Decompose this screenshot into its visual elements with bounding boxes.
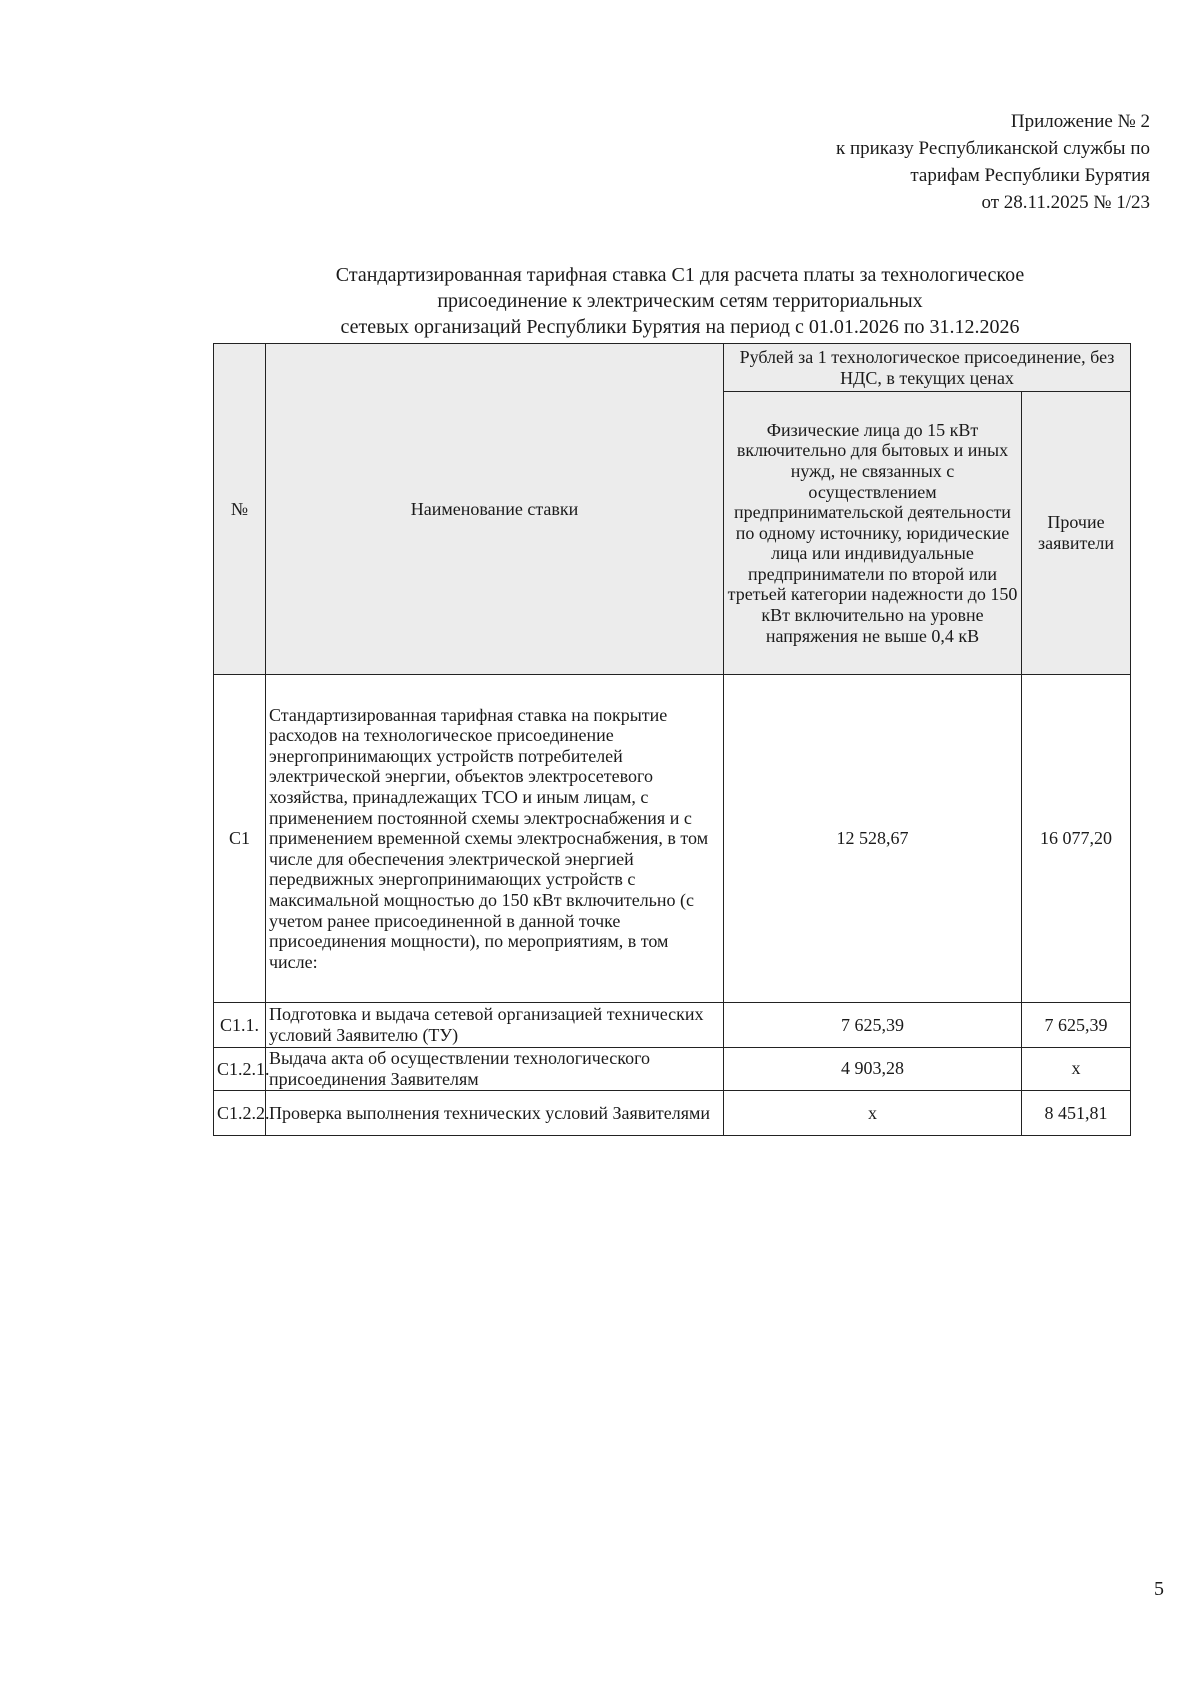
table-row: [214, 1003, 1131, 1048]
header-other-applicants: Прочие заявители: [1022, 392, 1131, 675]
table-row: [214, 1091, 1131, 1136]
row-number: С1.1.: [214, 1003, 266, 1048]
title-line: сетевых организаций Республики Бурятия на период с 01.01.2026 по 31.12.2026: [340, 316, 1020, 338]
row-value-individuals: х: [724, 1091, 1022, 1136]
row-number: С1.2.1.: [214, 1048, 266, 1091]
header-rate-name: Наименование ставки: [266, 344, 724, 675]
table-row: [214, 1048, 1131, 1091]
row-name: Выдача акта об осуществлении технологического присоединения Заявителям: [266, 1048, 724, 1091]
header-number: №: [214, 344, 266, 675]
row-value-others: 16 077,20: [1022, 675, 1131, 1003]
rates-table: [213, 343, 1131, 1136]
row-value-individuals: 4 903,28: [724, 1048, 1022, 1091]
row-name: Подготовка и выдача сетевой организацией технических условий Заявителю (ТУ): [266, 1003, 724, 1048]
row-value-others: х: [1022, 1048, 1131, 1091]
row-name: Стандартизированная тарифная ставка на покрытие расходов на технологическое присоединение энергопринимающих устройств потребителей электрической энергии, объектов электросетевого хозяйства, принадлежащих ТСО и иным лицам, с применением постоянной схемы электроснабжения и с применением временной схемы электроснабжения, в том числе для обеспечения электрической энергией передвижных энергопринимающих устройств с максимальной мощностью до 150 кВт включительно (с учетом ранее присоединенной в данной точке присоединения мощности), по мероприятиям, в том числе:: [266, 675, 724, 1003]
title-line: присоединение к электрическим сетям территориальных: [437, 290, 923, 312]
row-name: Проверка выполнения технических условий Заявителями: [266, 1091, 724, 1136]
header-row-top: [214, 344, 1131, 392]
header-individuals: Физические лица до 15 кВт включительно для бытовых и иных нужд, не связанных с осуществлением предпринимательской деятельности по одному источнику, юридические лица или индивидуальные предприниматели по второй или третьей категории надежности до 150 кВт включительно на уровне напряжения не выше 0,4 кВ: [724, 392, 1022, 675]
appendix-line: тарифам Республики Бурятия: [910, 165, 1150, 186]
row-number: С1.2.2.: [214, 1091, 266, 1136]
row-value-others: 8 451,81: [1022, 1091, 1131, 1136]
row-number: С1: [214, 675, 266, 1003]
appendix-line: Приложение № 2: [1010, 111, 1150, 132]
row-value-individuals: 7 625,39: [724, 1003, 1022, 1048]
row-value-individuals: 12 528,67: [724, 675, 1022, 1003]
page-number: 5: [1154, 1578, 1164, 1600]
appendix-line: от 28.11.2025 № 1/23: [981, 192, 1150, 213]
row-value-others: 7 625,39: [1022, 1003, 1131, 1048]
table-row: [214, 675, 1131, 1003]
header-price-group: Рублей за 1 технологическое присоединение, без НДС, в текущих ценах: [724, 344, 1131, 392]
document-title: [220, 262, 1140, 340]
appendix-line: к приказу Республиканской службы по: [835, 138, 1150, 159]
title-line: Стандартизированная тарифная ставка С1 для расчета платы за технологическое: [335, 264, 1025, 286]
appendix-reference: [836, 108, 1150, 216]
